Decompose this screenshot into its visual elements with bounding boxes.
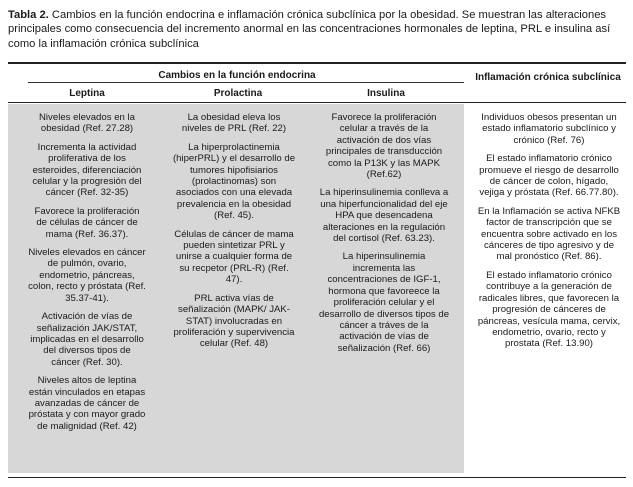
insulina-item: Favorece la proliferación celular a través de la activación de dos vías principales de transducción como la P13K y las MAPK (Ref.62) — [325, 112, 443, 181]
leptina-item: Niveles elevados en la obesidad (Ref. 27.28) — [39, 112, 135, 135]
header-insulina: Insulina — [367, 88, 405, 99]
header-prolactina: Prolactina — [213, 88, 263, 99]
column-leptina — [28, 112, 146, 439]
inflamacion-item: Individuos obesos presentan un estado inflamatorio subclínico y crónico (Ref. 76) — [481, 112, 617, 146]
caption-text: Cambios en la función endocrina e inflamación crónica subclínica por la obesidad. Se muestran las alteraciones principales como consecuencia del incremento anormal en las concentraciones hormonales de leptina, PRL e insulina así como la inflamación crónica subclínica — [8, 9, 611, 50]
inflamacion-item: El estado inflamatorio crónico contribuye a la generación de radicales libres, que favorecen la progresión de cánceres de páncreas, vesícula mama, cervix, endometrio, ovario, recto y prostata (Ref. 13.90) — [477, 269, 621, 350]
prolactina-item: PRL activa vías de señalización (MAPK/ JAK-STAT) involucradas en proliferación y supervivencia celular (Ref. 48) — [173, 292, 295, 350]
leptina-item: Niveles altos de leptina están vinculados en etapas avanzadas de cáncer de próstata y con mayor grado de malignidad (Ref. 42) — [28, 375, 146, 432]
inflamacion-item: El estado inflamatorio crónico promueve el riesgo de desarrollo de cáncer de colon, hígado, vejiga y próstata (Ref. 66.77.80). — [479, 153, 619, 199]
bottom-rule — [8, 477, 626, 478]
header-leptina: Leptina — [69, 88, 105, 99]
inflamacion-item: En la Inflamación se activa NFKB factor de transcripción que se encuentra sobre activado en los cánceres de tipo agresivo y de mal pronóstico (Ref. 86). — [477, 205, 621, 263]
prolactina-item: La hiperprolactinemia (hiperPRL) y el desarrollo de tumores hipofisiarios (prolactinomas) son asociados con una elevada prevalencia en la obesidad (Ref. 45). — [172, 141, 296, 222]
column-insulina — [318, 112, 450, 361]
column-prolactina — [172, 112, 296, 357]
leptina-item: Niveles elevados en cáncer de pulmón, ovario, endometrio, páncreas, colon, recto y próstata (Ref. 35.37-41). — [28, 247, 146, 304]
table-caption — [8, 8, 626, 51]
top-rule — [8, 62, 626, 64]
insulina-item: La hiperinsulinemia conlleva a una hiperfuncionalidad del eje HPA que desencadena alteraciones en la regulación del cortisol (Ref. 63.23). — [319, 187, 449, 245]
header-rule — [8, 102, 626, 103]
column-inflamacion — [476, 112, 622, 357]
leptina-item: Favorece la proliferación de células de cáncer de mama (Ref. 36.37). — [34, 205, 140, 240]
leptina-item: Incrementa la actividad proliferativa de los esteroides, diferenciación celular y la progresión del cáncer (Ref. 32-35) — [32, 141, 142, 199]
header-inflamacion: Inflamación crónica subclínica — [475, 72, 621, 83]
prolactina-item: La obesidad eleva los niveles de PRL (Ref. 22) — [181, 112, 287, 135]
prolactina-item: Células de cáncer de mama pueden sintetizar PRL y unirse a cualquier forma de su recpetor (PRL-R) (Ref. 47). — [174, 228, 294, 286]
leptina-item: Activación de vías de señalización JAK/STAT, implicadas en el desarrollo del diversos tipos de cáncer (Ref. 30). — [30, 311, 144, 368]
header-group-underline — [28, 82, 464, 83]
insulina-item: La hiperinsulinemia incrementa las concentraciones de IGF-1, hormona que favoreece la proliferación celular y el desarrollo de diversos tipos de cáncer a tráves de la activación de vías de señalización (Ref. 66) — [318, 251, 450, 354]
header-group: Cambios en la función endocrina — [158, 70, 316, 81]
caption-label: Tabla 2. — [8, 9, 49, 21]
